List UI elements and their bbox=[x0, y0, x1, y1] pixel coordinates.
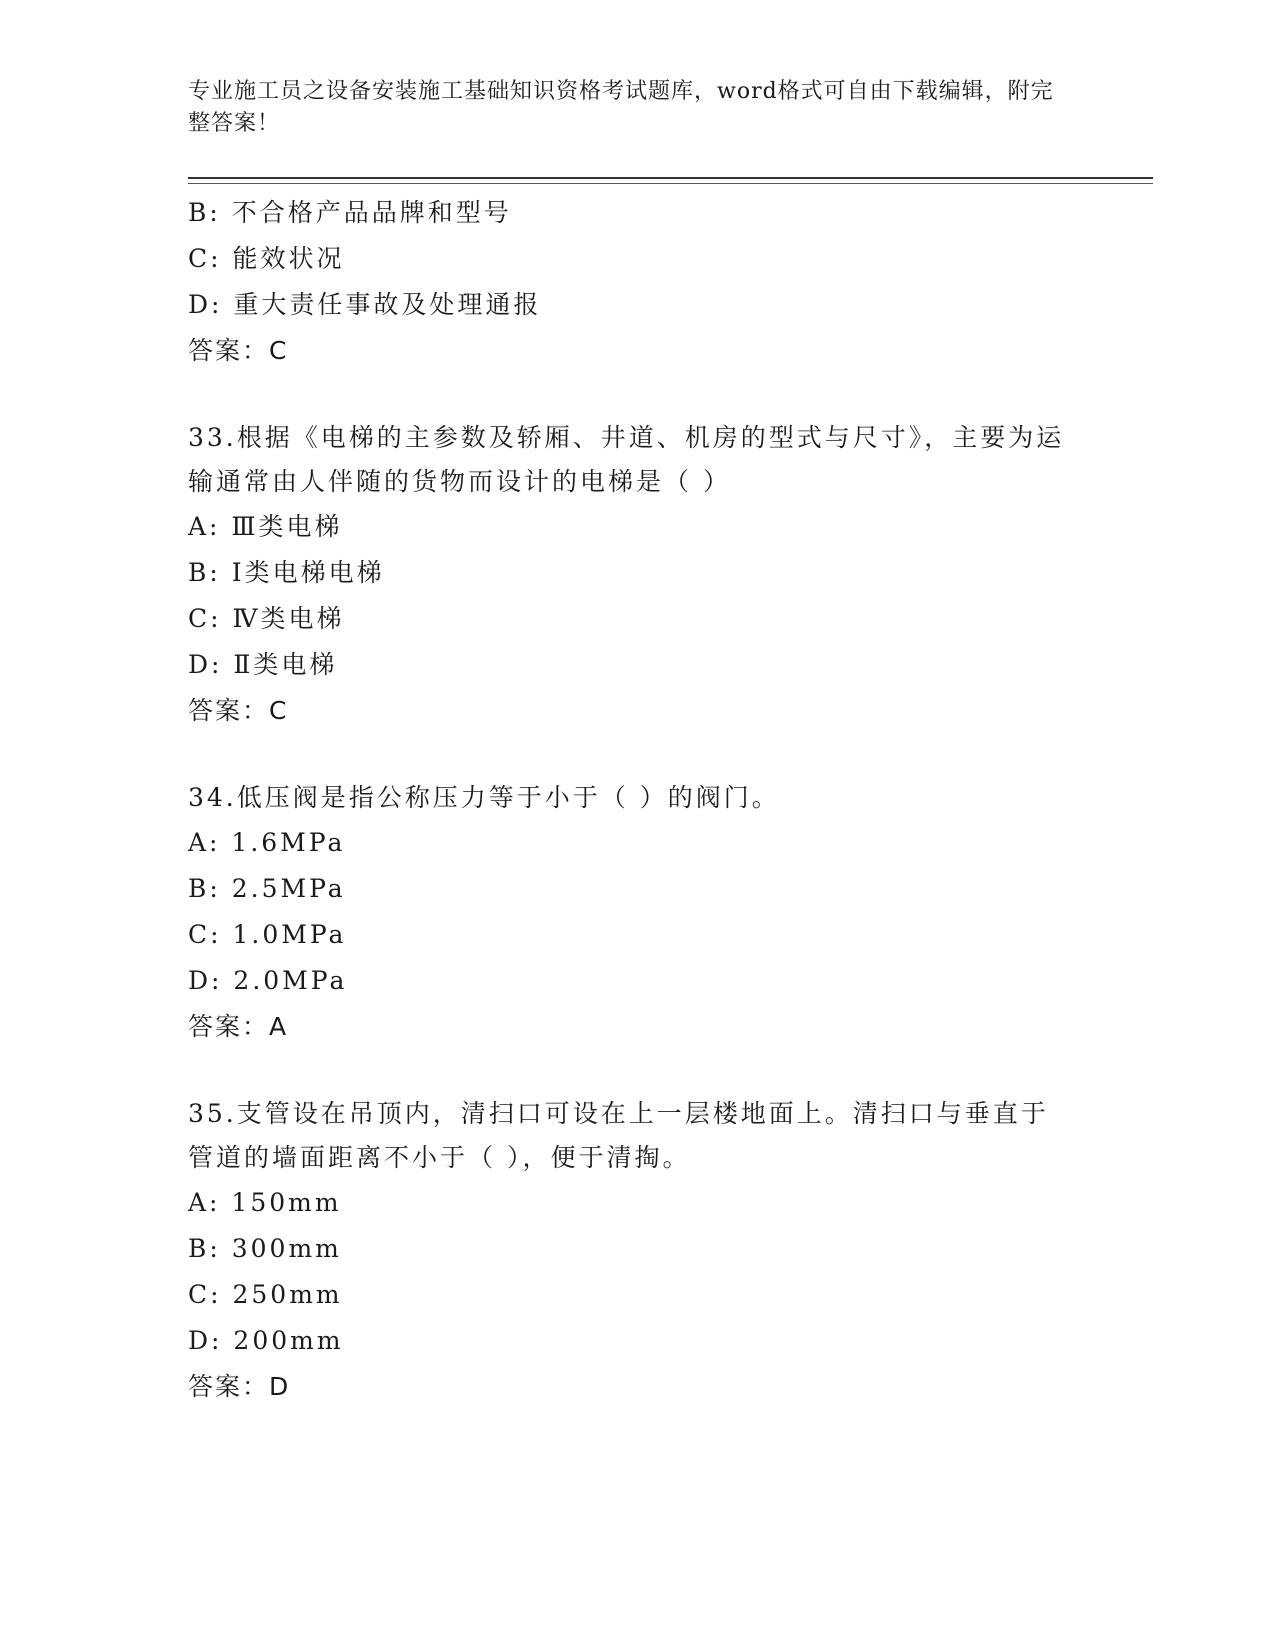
answer: 答案：C bbox=[188, 696, 289, 725]
option-b: B: 2.5MPa bbox=[188, 874, 346, 903]
option-d: D: Ⅱ类电梯 bbox=[188, 650, 338, 679]
answer: 答案：C bbox=[188, 336, 289, 365]
option-d: D: 重大责任事故及处理通报 bbox=[188, 290, 542, 319]
question-list bbox=[188, 190, 1088, 1410]
question-block-35 bbox=[188, 1092, 1088, 1410]
question-text: 35.支管设在吊顶内，清扫口可设在上一层楼地面上。清扫口与垂直于管道的墙面距离不小于（ ），便于清掏。 bbox=[188, 1099, 1049, 1172]
option-c: C: 能效状况 bbox=[188, 244, 345, 273]
question-block-34 bbox=[188, 776, 1088, 1050]
answer: 答案：A bbox=[188, 1012, 289, 1041]
question-block-32 bbox=[188, 190, 1088, 374]
document-header: 专业施工员之设备安装施工基础知识资格考试题库，word格式可自由下载编辑，附完整答案！ bbox=[188, 79, 1054, 136]
question-text: 33.根据《电梯的主参数及轿厢、井道、机房的型式与尺寸》，主要为运输通常由人伴随的货物而设计的电梯是（ ） bbox=[188, 423, 1065, 496]
option-d: D: 2.0MPa bbox=[188, 966, 348, 995]
option-b: B: Ⅰ类电梯电梯 bbox=[188, 558, 385, 587]
option-c: C: 250mm bbox=[188, 1280, 343, 1309]
option-a: A: 150mm bbox=[188, 1188, 342, 1217]
option-a: A: Ⅲ类电梯 bbox=[188, 512, 343, 541]
option-d: D: 200mm bbox=[188, 1326, 344, 1355]
question-block-33 bbox=[188, 416, 1088, 734]
answer: 答案：D bbox=[188, 1372, 291, 1401]
option-b: B: 300mm bbox=[188, 1234, 342, 1263]
option-c: C: 1.0MPa bbox=[188, 920, 347, 949]
option-c: C: Ⅳ类电梯 bbox=[188, 604, 345, 633]
question-text: 34.低压阀是指公称压力等于小于（ ）的阀门。 bbox=[188, 783, 780, 812]
option-b: B: 不合格产品品牌和型号 bbox=[188, 198, 512, 227]
option-a: A: 1.6MPa bbox=[188, 828, 346, 857]
header-rule-thin bbox=[188, 183, 1153, 184]
header-rule-thick bbox=[188, 177, 1153, 179]
